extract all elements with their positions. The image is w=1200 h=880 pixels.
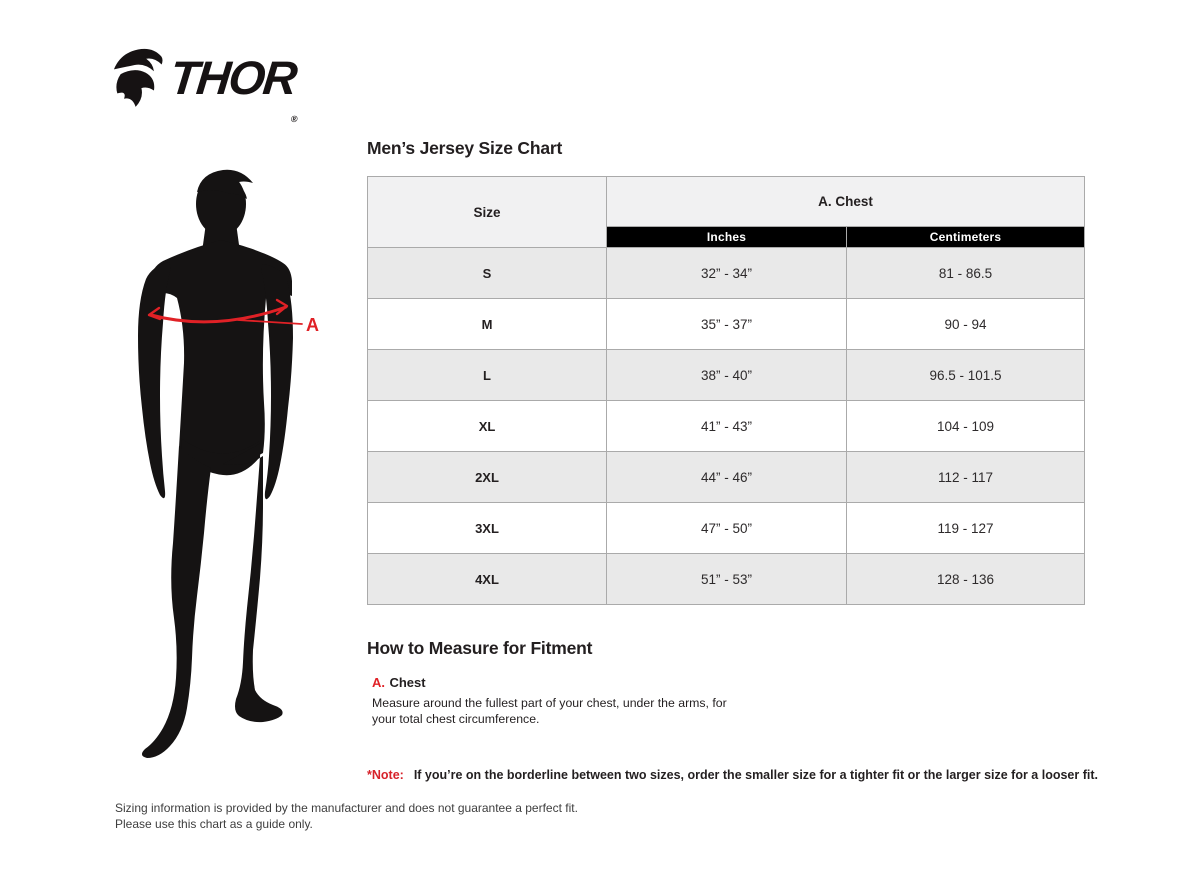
cm-cell: 90 - 94 bbox=[847, 299, 1085, 350]
inches-cell: 35” - 37” bbox=[607, 299, 847, 350]
trademark-symbol: ® bbox=[290, 114, 299, 124]
note-label: *Note: bbox=[367, 768, 404, 782]
header-chest-group: A. Chest bbox=[607, 177, 1085, 227]
size-chart-table bbox=[367, 176, 1085, 605]
chest-label-a: A bbox=[306, 315, 319, 335]
measure-item-description: Measure around the fullest part of your chest, under the arms, for your total chest circumference. bbox=[372, 696, 727, 727]
table-row bbox=[368, 401, 1085, 452]
cm-cell: 119 - 127 bbox=[847, 503, 1085, 554]
thor-goat-icon bbox=[112, 48, 166, 108]
body-silhouette bbox=[135, 168, 335, 760]
size-cell: M bbox=[368, 299, 607, 350]
inches-cell: 38” - 40” bbox=[607, 350, 847, 401]
size-chart-title: Men’s Jersey Size Chart bbox=[367, 138, 563, 158]
size-cell: 2XL bbox=[368, 452, 607, 503]
size-cell: XL bbox=[368, 401, 607, 452]
how-to-measure-title: How to Measure for Fitment bbox=[367, 638, 593, 658]
size-cell: 4XL bbox=[368, 554, 607, 605]
table-row bbox=[368, 503, 1085, 554]
size-cell: 3XL bbox=[368, 503, 607, 554]
cm-cell: 128 - 136 bbox=[847, 554, 1085, 605]
header-centimeters: Centimeters bbox=[847, 227, 1085, 248]
table-row bbox=[368, 452, 1085, 503]
brand-text: THOR bbox=[167, 51, 299, 104]
inches-cell: 32” - 34” bbox=[607, 248, 847, 299]
thor-wordmark bbox=[163, 52, 305, 145]
disclaimer-line: Sizing information is provided by the manufacturer and does not guarantee a perfect fit. bbox=[115, 801, 578, 815]
inches-cell: 51” - 53” bbox=[607, 554, 847, 605]
size-cell: L bbox=[368, 350, 607, 401]
cm-cell: 104 - 109 bbox=[847, 401, 1085, 452]
cm-cell: 112 - 117 bbox=[847, 452, 1085, 503]
table-row bbox=[368, 248, 1085, 299]
note-text: If you’re on the borderline between two sizes, order the smaller size for a tighter fit or the larger size for a looser fit. bbox=[413, 768, 1098, 782]
inches-cell: 41” - 43” bbox=[607, 401, 847, 452]
table-row bbox=[368, 299, 1085, 350]
thor-logo bbox=[112, 46, 300, 145]
header-size: Size bbox=[368, 177, 607, 248]
inches-cell: 47” - 50” bbox=[607, 503, 847, 554]
disclaimer-line: Please use this chart as a guide only. bbox=[115, 816, 313, 831]
inches-cell: 44” - 46” bbox=[607, 452, 847, 503]
fitment-note bbox=[367, 768, 1107, 782]
sizing-disclaimer bbox=[115, 801, 578, 833]
header-inches: Inches bbox=[607, 227, 847, 248]
measure-item-name: Chest bbox=[389, 675, 426, 690]
table-row bbox=[368, 350, 1085, 401]
measure-item-chest bbox=[372, 674, 732, 728]
table-row bbox=[368, 554, 1085, 605]
cm-cell: 96.5 - 101.5 bbox=[847, 350, 1085, 401]
cm-cell: 81 - 86.5 bbox=[847, 248, 1085, 299]
measure-item-key: A. bbox=[372, 675, 385, 690]
size-cell: S bbox=[368, 248, 607, 299]
measurement-figure bbox=[135, 168, 335, 760]
measure-item-heading bbox=[372, 674, 732, 692]
